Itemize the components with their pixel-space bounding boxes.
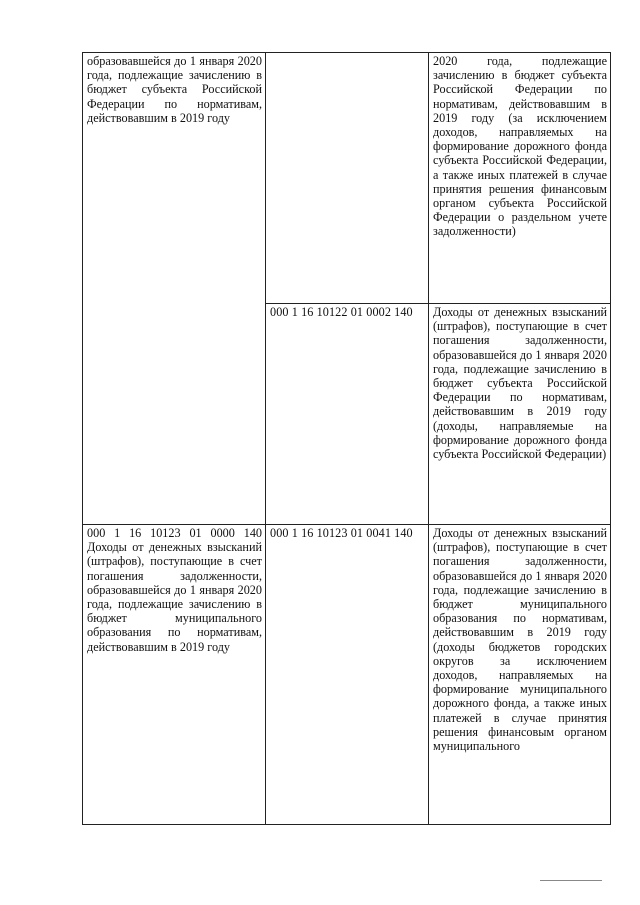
revenue-description: Доходы от денежных взысканий (штрафов), поступающие в счет погашения задолженности, образовавшейся до 1 января 2020 года, подлежащие зачислению в бюджет субъекта Российской Федерации по нормативам, действовавшим в 2019 году (доходы, направляемые на формирование дорожного фонда субъекта Российской Федерации) bbox=[433, 305, 607, 462]
revenue-classification-table bbox=[82, 52, 611, 825]
table-cell-code bbox=[266, 53, 429, 304]
table-cell-code bbox=[266, 304, 429, 525]
revenue-description: Доходы от денежных взысканий (штрафов), поступающие в счет погашения задолженности, образовавшейся до 1 января 2020 года, подлежащие зачислению в бюджет муниципального образования по нормативам, действовавшим в 2019 году (доходы бюджетов городских округов за исключением доходов, направляемых на формирование муниципального дорожного фонда, а также иных платежей в случае принятия решения финансовым органом муниципального bbox=[433, 526, 607, 754]
table-row bbox=[83, 53, 611, 304]
table-cell-description bbox=[429, 525, 611, 825]
page-footer-rule bbox=[540, 880, 602, 881]
revenue-code: 000 1 16 10123 01 0041 140 bbox=[270, 526, 413, 540]
group-code: 000 1 16 10123 01 0000 140 bbox=[87, 526, 262, 540]
group-description: Доходы от денежных взысканий (штрафов), поступающие в счет погашения задолженности, образовавшейся до 1 января 2020 года, подлежащие зачислению в бюджет муниципального образования по нормативам, действовавшим в 2019 году bbox=[87, 540, 262, 654]
table-cell-description bbox=[429, 53, 611, 304]
table-cell-code bbox=[266, 525, 429, 825]
revenue-description: 2020 года, подлежащие зачислению в бюджет субъекта Российской Федерации по нормативам, действовавшим в 2019 году (за исключением доходов, направляемых на формирование дорожного фонда субъекта Российской Федерации, а также иных платежей в случае принятия решения финансовым органом субъекта Российской Федерации о раздельном учете задолженности) bbox=[433, 54, 607, 239]
table-cell-group-code bbox=[83, 53, 266, 525]
table-cell-description bbox=[429, 304, 611, 525]
revenue-code: 000 1 16 10122 01 0002 140 bbox=[270, 305, 413, 319]
table-cell-group-code bbox=[83, 525, 266, 825]
table-row bbox=[83, 525, 611, 825]
group-description: образовавшейся до 1 января 2020 года, подлежащие зачислению в бюджет субъекта Российской Федерации по нормативам, действовавшим в 2019 году bbox=[87, 54, 262, 125]
